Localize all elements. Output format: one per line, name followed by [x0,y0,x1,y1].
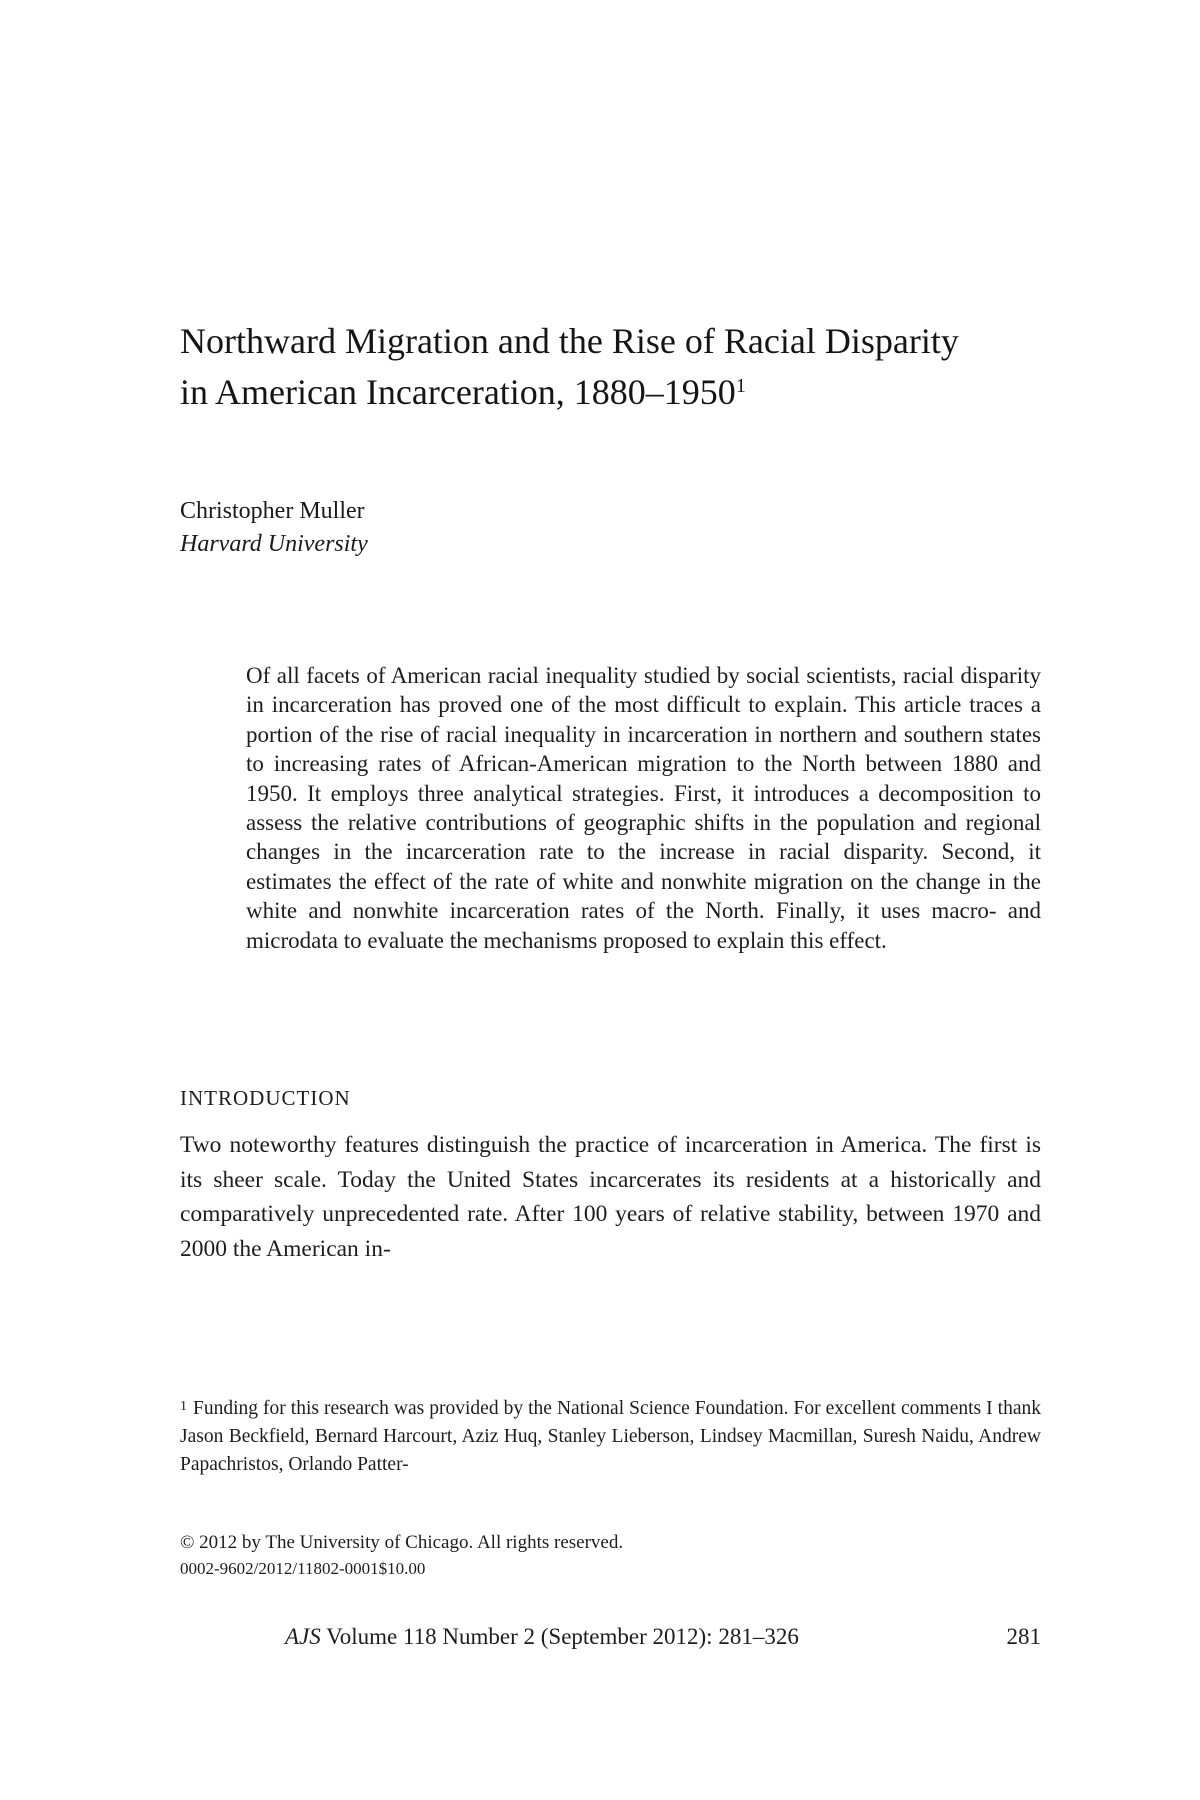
copyright-notice: © 2012 by The University of Chicago. All rights reserved. [180,1532,624,1553]
author-name: Christopher Muller [180,498,365,524]
article-title [180,316,1040,418]
footnote-mark: 1 [180,1399,187,1414]
footnote [180,1395,1041,1479]
footnote-text: Funding for this research was provided by the National Science Foundation. For excellent comments I thank Jason Beckfield, Bernard Harcourt, Aziz Huq, Stanley Lieberson, Lindsey Macmillan, Suresh Naidu, Andrew Papachristos, Orlando Patter- [180,1398,1041,1475]
title-line-2 [180,367,1040,418]
abstract: Of all facets of American racial inequality studied by social scientists, racial disparity in incarceration has proved one of the most difficult to explain. This article traces a portion of the rise of racial inequality in incarceration in northern and southern states to increasing rates of African-American migration to the North between 1880 and 1950. It employs three analytical strategies. First, it introduces a decomposition to assess the relative contributions of geographic shifts in the population and regional changes in the incarceration rate to the increase in racial disparity. Second, it estimates the effect of the rate of white and nonwhite migration on the change in the white and nonwhite incarceration rates of the North. Finally, it uses macro- and microdata to evaluate the mechanisms proposed to explain this effect. [246,663,1041,953]
author-affiliation: Harvard University [180,531,368,557]
page-number: 281 [1006,1624,1041,1649]
issn-code: 0002-9602/2012/11802-0001$10.00 [180,1559,426,1578]
title-footnote-mark[interactable]: 1 [735,375,746,397]
journal-citation: Volume 118 Number 2 (September 2012): 281–326 [326,1624,799,1649]
title-line-1: Northward Migration and the Rise of Racial Disparity [180,321,959,361]
running-footer [285,1622,1041,1652]
section-heading-introduction: INTRODUCTION [180,1086,351,1110]
introduction-paragraph: Two noteworthy features distinguish the practice of incarceration in America. The first is its sheer scale. Today the United States incarcerates its residents at a historically and comparatively unprecedented rate. After 100 years of relative stability, between 1970 and 2000 the American in- [180,1132,1041,1262]
title-line-2-text: in American Incarceration, 1880–1950 [180,372,736,412]
journal-name: AJS [285,1624,321,1649]
